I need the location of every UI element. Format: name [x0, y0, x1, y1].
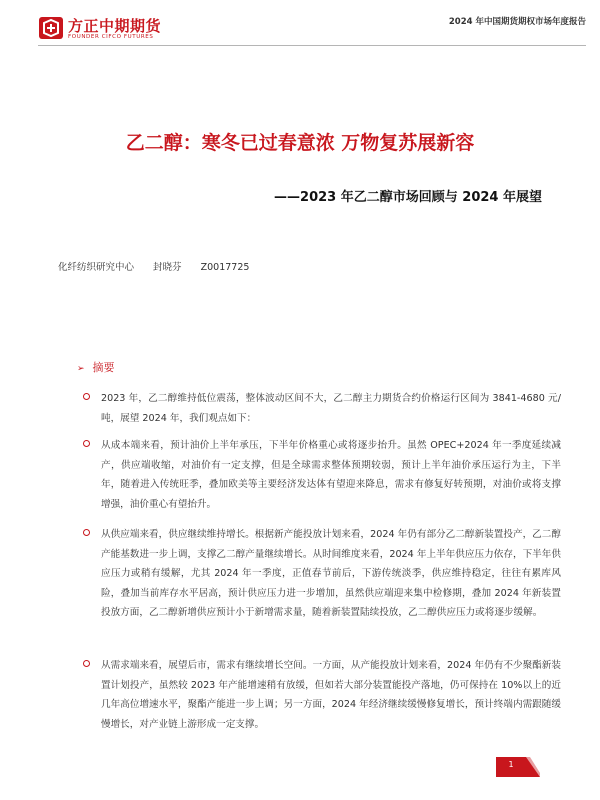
summary-heading-text: 摘要 — [92, 361, 115, 374]
logo-text-cn: 方正中期期货 — [68, 17, 162, 35]
summary-item-text: 2023 年，乙二醇维持低位震荡，整体波动区间不大，乙二醇主力期货合约价格运行区间为 3841-4680 元/吨，展望 2024 年，我们观点如下： — [101, 393, 561, 424]
page-number-badge — [496, 755, 540, 779]
company-logo — [38, 15, 178, 45]
summary-item-text: 从供应端来看，供应继续维持增长。根据新产能投放计划来看，2024 年仍有部分乙二醇新装置投产，乙二醇产能基数进一步上调，支撑乙二醇产量继续增长。从时间维度来看，2024 年上半年供应压力依存，下半年供应压力或稍有缓解，尤其 2024 年一季度，正值春节前后，下游传统淡季，供应维持稳定，往往有累库风险，叠加当前库存水平居高，预计供应压力进一步增加，虽然供应端迎来集中检修期，叠加 2024 年新装置投放方面，乙二醇新增供应预计小于新增需求量，随着新装置陆续投放，乙二醇供应压力或将逐步缓解。 — [101, 529, 561, 619]
page-header — [0, 0, 600, 48]
page-number: 1 — [508, 760, 514, 769]
circle-bullet-icon — [83, 440, 90, 447]
header-divider — [38, 45, 586, 46]
author-license: Z0017725 — [200, 262, 250, 273]
author-line — [58, 259, 265, 273]
circle-bullet-icon — [83, 529, 90, 536]
circle-bullet-icon — [83, 393, 90, 400]
summary-item — [101, 656, 561, 734]
page-subtitle: ——2023 年乙二醇市场回顾与 2024 年展望 — [274, 190, 542, 205]
triangle-bullet-icon: ➢ — [77, 364, 85, 374]
page-title: 乙二醇：寒冬已过春意浓 万物复苏展新容 — [125, 132, 475, 154]
summary-item — [101, 525, 561, 623]
author-name: 封晓芬 — [153, 262, 182, 273]
summary-item — [101, 389, 561, 428]
logo-mark-icon — [38, 15, 64, 41]
report-name: 2024 年中国期货期权市场年度报告 — [448, 17, 586, 27]
summary-heading — [77, 359, 115, 375]
summary-item-text: 从需求端来看，展望后市，需求有继续增长空间。一方面，从产能投放计划来看，2024 年仍有不少聚酯新装置计划投产，虽然较 2023 年产能增速稍有放缓，但如若大部分装置能投产落地，仍可保持在 10%以上的近几年高位增速水平，聚酯产能进一步上调；另一方面，2024 年经济继续缓慢修复增长，预计终端内需跟随缓慢增长，对产业链上游形成一定支撑。 — [101, 660, 561, 730]
logo-text-en: FOUNDER CIFCO FUTURES — [68, 34, 154, 40]
summary-item — [101, 436, 561, 514]
author-dept: 化纤纺织研究中心 — [58, 262, 135, 273]
summary-item-text: 从成本端来看，预计油价上半年承压，下半年价格重心或将逐步抬升。虽然 OPEC+2024 年一季度延续减产，供应端收缩，对油价有一定支撑，但是全球需求整体预期较弱，预计上半年油价承压运行为主，下半年，随着进入传统旺季，叠加欧美等主要经济发达体有望迎来降息，需求有修复好转预期，对油价或将支撑增强，油价重心有望抬升。 — [101, 440, 561, 510]
circle-bullet-icon — [83, 660, 90, 667]
